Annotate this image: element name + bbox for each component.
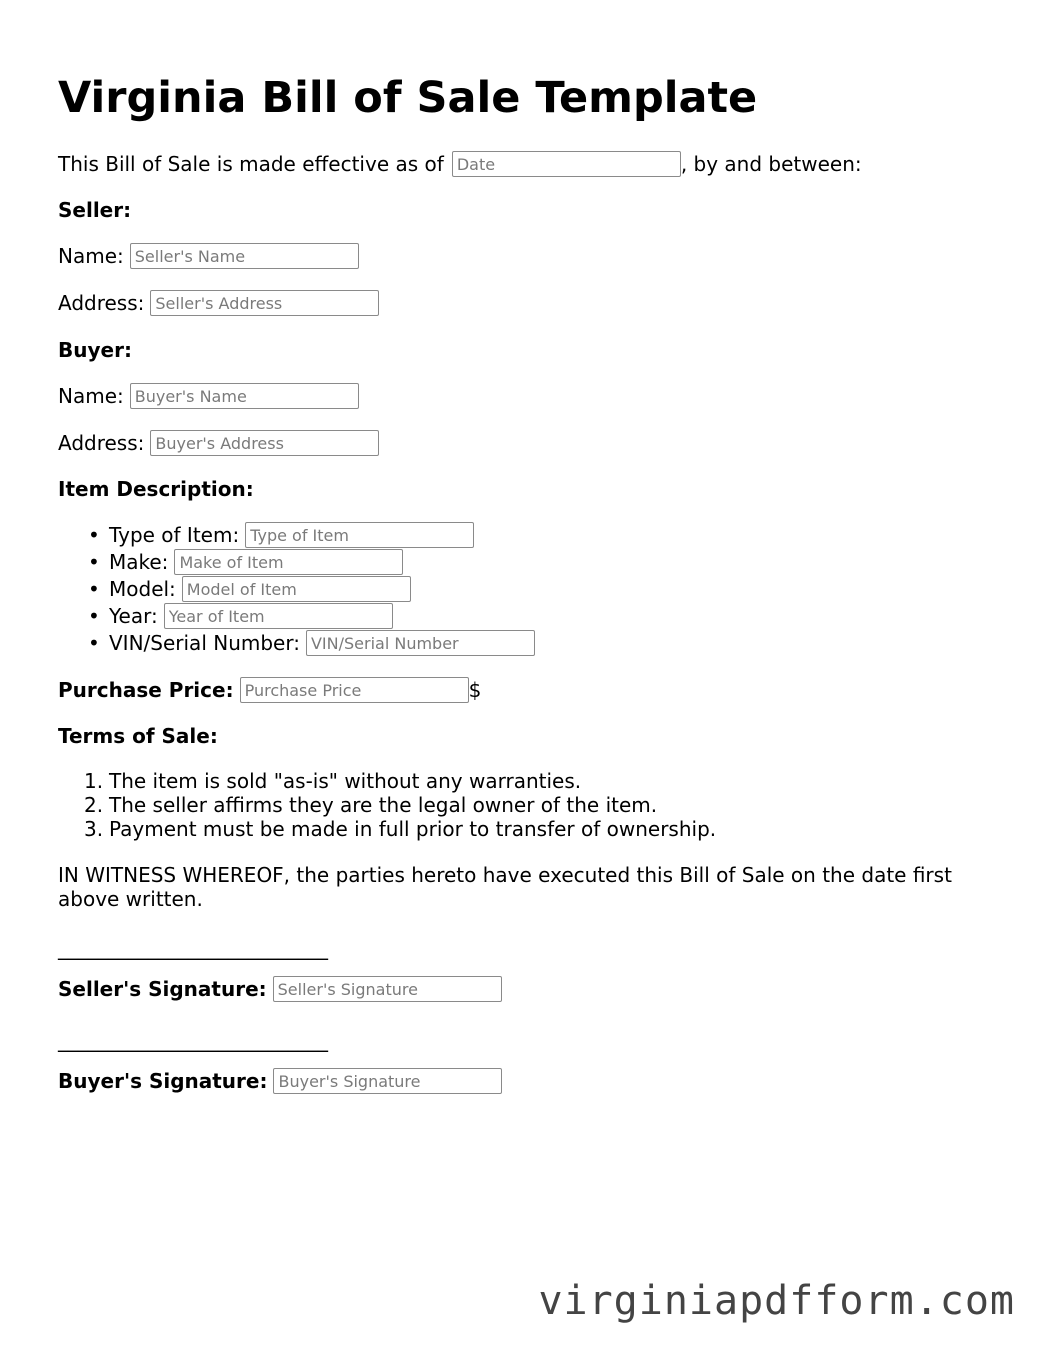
list-item	[58, 522, 474, 548]
list-item	[58, 603, 393, 629]
buyer-signature-label: Buyer's Signature:	[58, 1069, 268, 1093]
date-input[interactable]	[452, 151, 681, 177]
seller-address-row	[58, 290, 379, 316]
buyer-address-label: Address:	[58, 431, 145, 455]
watermark: virginiapdfform.com	[538, 1278, 1015, 1324]
list-item	[58, 630, 535, 656]
seller-name-row	[58, 243, 359, 269]
item-type-label: Type of Item:	[109, 523, 240, 547]
item-make-label: Make:	[109, 550, 169, 574]
intro-line	[58, 151, 862, 177]
buyer-signature-line: ___________________________	[58, 1028, 328, 1052]
term-text: The item is sold "as-is" without any warranties.	[109, 769, 582, 793]
seller-name-input[interactable]	[130, 243, 359, 269]
list-item	[58, 817, 716, 841]
bullet-icon: •	[88, 577, 100, 601]
buyer-address-row	[58, 430, 379, 456]
page-title: Virginia Bill of Sale Template	[58, 73, 758, 123]
item-make-input[interactable]	[174, 549, 403, 575]
seller-name-label: Name:	[58, 244, 124, 268]
purchase-price-input[interactable]	[240, 677, 469, 703]
bullet-icon: •	[88, 604, 100, 628]
item-vin-input[interactable]	[306, 630, 535, 656]
terms-heading: Terms of Sale:	[58, 724, 218, 748]
item-vin-label: VIN/Serial Number:	[109, 631, 300, 655]
term-text: Payment must be made in full prior to transfer of ownership.	[109, 817, 717, 841]
item-description-heading: Item Description:	[58, 477, 254, 501]
seller-address-input[interactable]	[150, 290, 379, 316]
term-number: 3.	[84, 817, 104, 841]
buyer-name-label: Name:	[58, 384, 124, 408]
witness-statement: IN WITNESS WHEREOF, the parties hereto have executed this Bill of Sale on the date first above written.	[58, 863, 952, 911]
term-number: 2.	[84, 793, 104, 817]
list-item	[58, 576, 411, 602]
list-item	[58, 793, 657, 817]
buyer-name-row	[58, 383, 359, 409]
purchase-price-row	[58, 677, 481, 703]
item-model-label: Model:	[109, 577, 176, 601]
seller-signature-input[interactable]	[273, 976, 502, 1002]
currency-symbol: $	[468, 678, 482, 702]
list-item	[58, 549, 403, 575]
buyer-name-input[interactable]	[130, 383, 359, 409]
buyer-address-input[interactable]	[150, 430, 379, 456]
buyer-signature-input[interactable]	[273, 1068, 502, 1094]
seller-signature-label: Seller's Signature:	[58, 977, 267, 1001]
item-type-input[interactable]	[245, 522, 474, 548]
term-text: The seller affirms they are the legal owner of the item.	[109, 793, 658, 817]
seller-address-label: Address:	[58, 291, 145, 315]
bullet-icon: •	[88, 550, 100, 574]
item-model-input[interactable]	[182, 576, 411, 602]
purchase-price-label: Purchase Price:	[58, 678, 234, 702]
buyer-signature-row	[58, 1068, 502, 1094]
intro-suffix: , by and between:	[680, 152, 862, 176]
intro-prefix: This Bill of Sale is made effective as of	[58, 152, 444, 176]
bullet-icon: •	[88, 631, 100, 655]
seller-heading: Seller:	[58, 198, 132, 222]
list-item	[58, 769, 581, 793]
term-number: 1.	[84, 769, 104, 793]
buyer-heading: Buyer:	[58, 338, 132, 362]
item-year-label: Year:	[109, 604, 158, 628]
seller-signature-line: ___________________________	[58, 936, 328, 960]
seller-signature-row	[58, 976, 502, 1002]
item-year-input[interactable]	[164, 603, 393, 629]
bullet-icon: •	[88, 523, 100, 547]
